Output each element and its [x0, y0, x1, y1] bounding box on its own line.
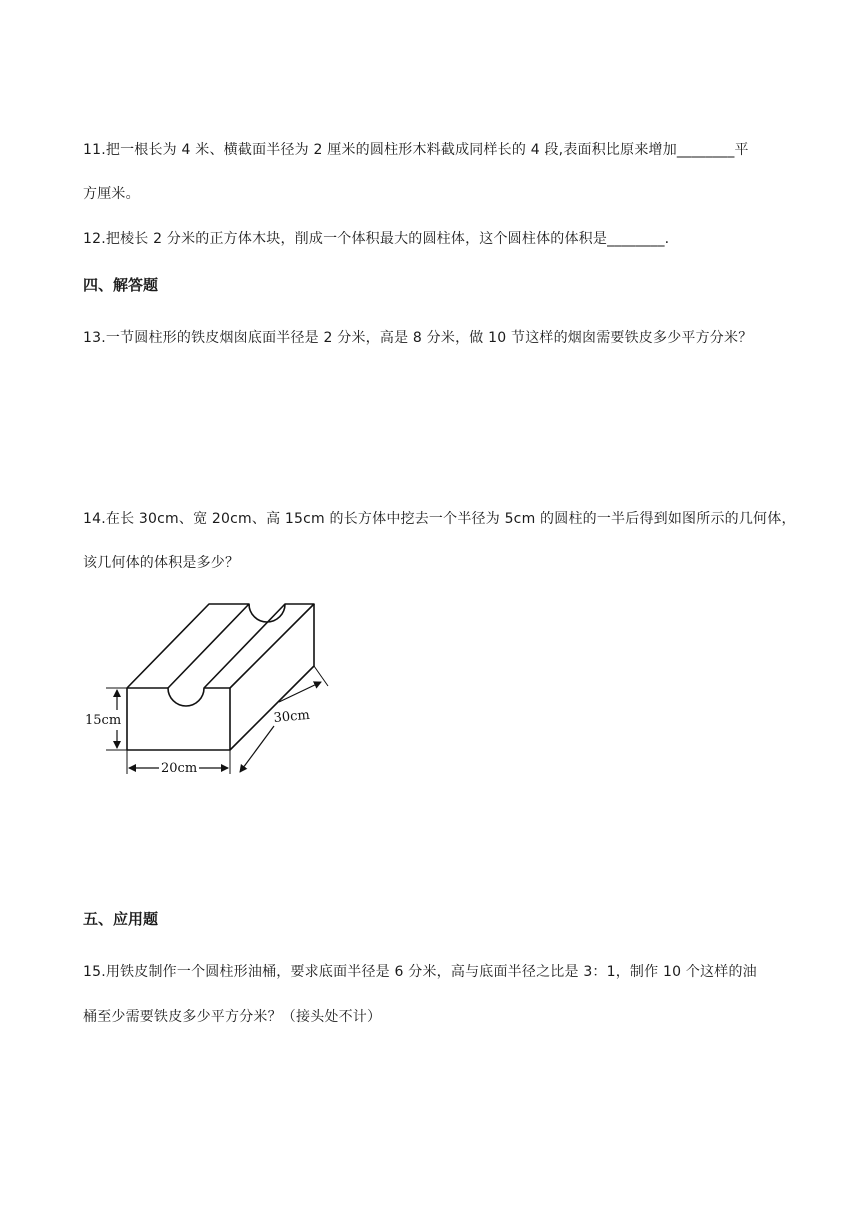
question-14-line-2: 该几何体的体积是多少？ [83, 555, 240, 571]
length-dim-line-down [240, 726, 274, 772]
left-wall-top [127, 604, 249, 688]
geometry-figure [84, 598, 332, 788]
length-dim-ext-top [314, 666, 328, 686]
solid-diagram [84, 598, 332, 788]
question-14-line-1: 14.在长 30cm、宽 20cm、高 15cm 的长方体中挖去一个半径为 5cm 的圆柱的一半后得到如图所示的几何体， [83, 511, 796, 527]
question-12: 12.把棱长 2 分米的正方体木块，削成一个体积最大的圆柱体，这个圆柱体的体积是________. [83, 231, 670, 247]
length-dim-line-up [279, 682, 321, 702]
question-11-line-2: 方厘米。 [83, 186, 140, 202]
section-heading-4: 四、解答题 [83, 276, 159, 294]
front-face [127, 688, 230, 750]
question-15-line-2: 桶至少需要铁皮多少平方分米？（接头处不计） [83, 1009, 382, 1025]
groove-back-arc [249, 604, 285, 622]
section-heading-5: 五、应用题 [83, 910, 159, 928]
question-13: 13.一节圆柱形的铁皮烟囱底面半径是 2 分米，高是 8 分米，做 10 节这样的烟囱需要铁皮多少平方分米？ [83, 330, 753, 346]
right-wall-top [204, 604, 314, 688]
question-11-line-1: 11.把一根长为 4 米、横截面半径为 2 厘米的圆柱形木料截成同样长的 4 段,表面积比原来增加________平 [83, 142, 749, 158]
length-label: 30cm [273, 707, 311, 726]
height-label: 15cm [85, 713, 122, 728]
question-15-line-1: 15.用铁皮制作一个圆柱形油桶，要求底面半径是 6 分米，高与底面半径之比是 3：1，制作 10 个这样的油 [83, 964, 757, 980]
width-label: 20cm [161, 761, 198, 776]
